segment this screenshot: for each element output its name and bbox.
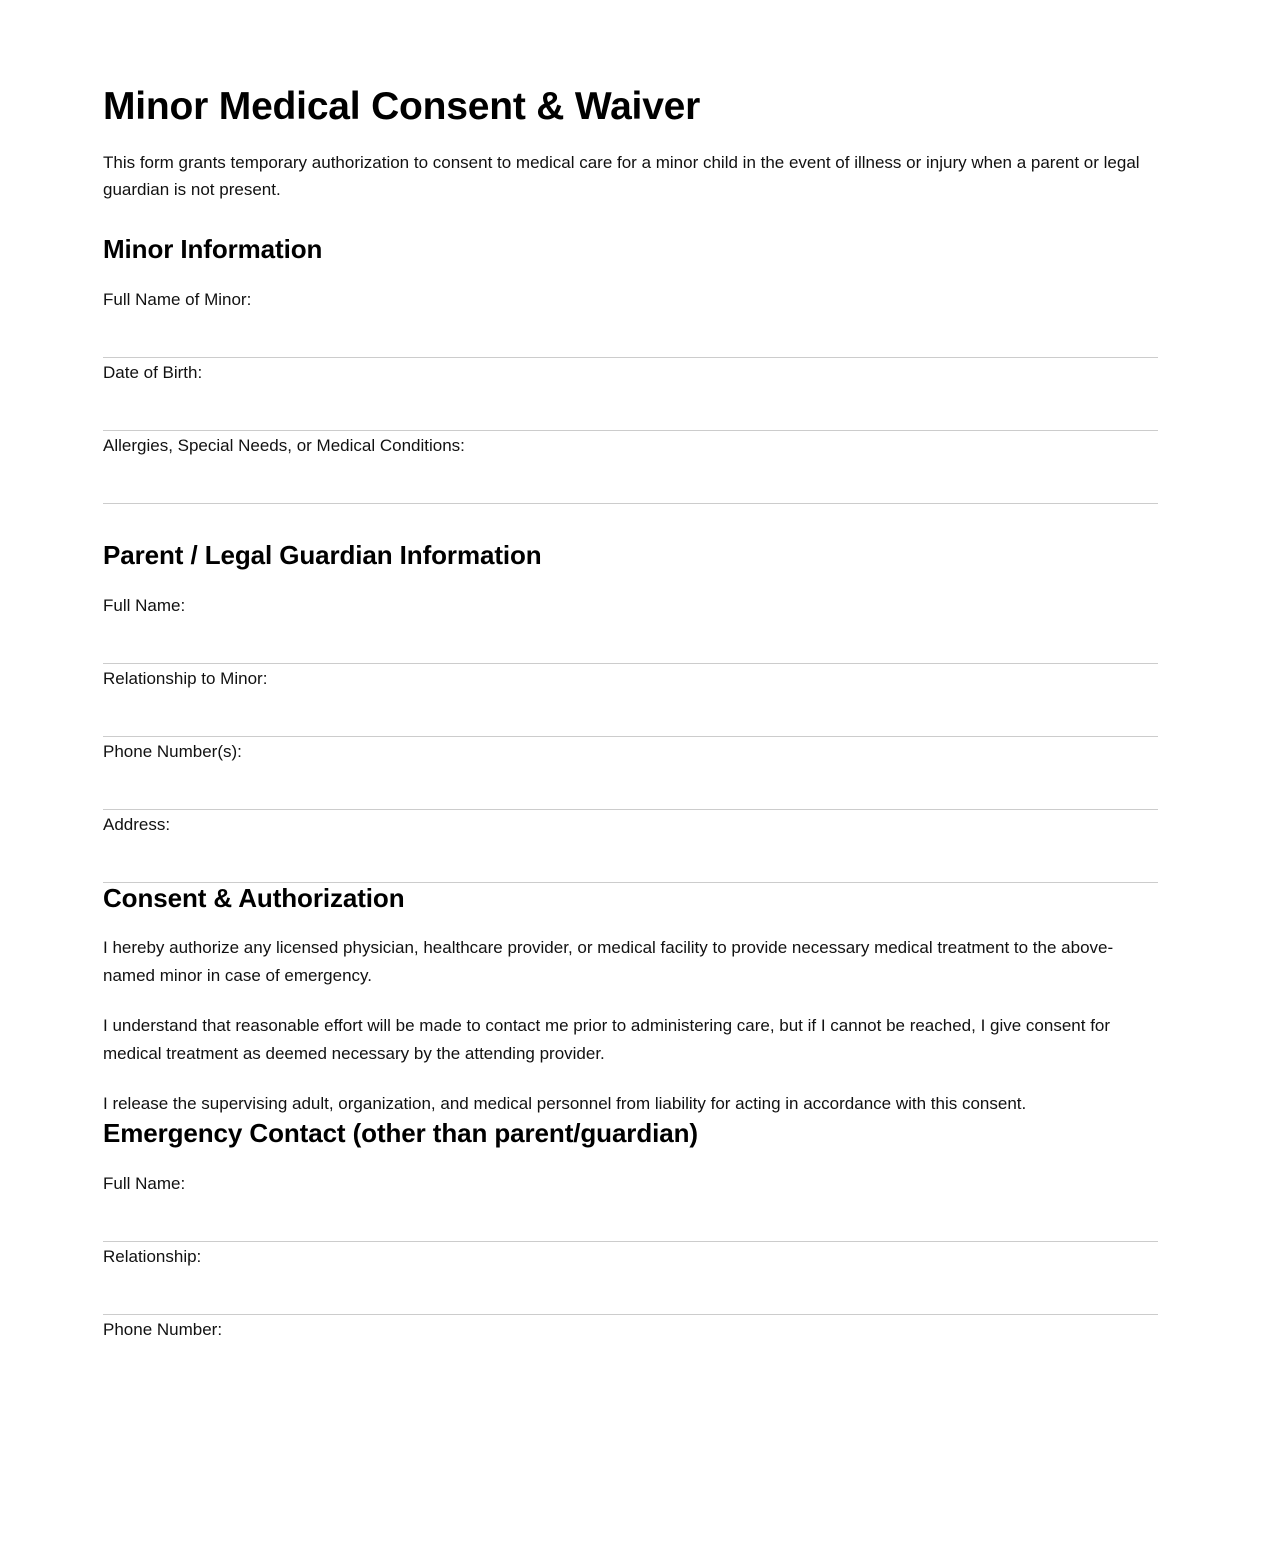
field-label-emergency-full-name: Full Name:: [103, 1174, 186, 1194]
field-input-guardian-full-name[interactable]: [103, 617, 1158, 618]
field-row-guardian-full-name[interactable]: [103, 591, 1158, 664]
field-label-relationship-to-minor: Relationship to Minor:: [103, 669, 268, 689]
field-input-emergency-phone-number[interactable]: [103, 1341, 1158, 1342]
field-label-date-of-birth: Date of Birth:: [103, 362, 203, 382]
page-title: Minor Medical Consent & Waiver: [103, 85, 701, 128]
field-list-emergency-contact: [103, 1169, 1158, 1388]
section-heading-minor-information: Minor Information: [103, 233, 323, 264]
section-consent-authorization: [103, 883, 1158, 1118]
field-row-date-of-birth[interactable]: [103, 358, 1158, 431]
field-label-full-name-of-minor: Full Name of Minor:: [103, 289, 252, 309]
field-label-guardian-full-name: Full Name:: [103, 596, 186, 616]
field-label-emergency-phone-number: Phone Number:: [103, 1320, 223, 1340]
field-list-parent-guardian-information: [103, 591, 1158, 883]
field-input-relationship-to-minor[interactable]: [103, 690, 1158, 691]
consent-clause-contact-effort: I understand that reasonable effort will be made to contact me prior to administering care, but if I cannot be reached, I give consent for medical treatment as deemed necessary by the attending provider.: [103, 1016, 1111, 1063]
field-label-emergency-relationship: Relationship:: [103, 1247, 202, 1267]
field-input-date-of-birth[interactable]: [103, 384, 1158, 385]
field-row-emergency-full-name[interactable]: [103, 1169, 1158, 1242]
field-input-emergency-full-name[interactable]: [103, 1195, 1158, 1196]
field-row-emergency-phone-number[interactable]: [103, 1315, 1158, 1388]
document-body: [103, 85, 1158, 1388]
field-input-guardian-address[interactable]: [103, 836, 1158, 837]
consent-clause-authorize-treatment: I hereby authorize any licensed physician, healthcare provider, or medical facility to provide necessary medical treatment to the above-named minor in case of emergency.: [103, 938, 1114, 985]
section-emergency-contact: [103, 1118, 1158, 1388]
field-label-guardian-address: Address:: [103, 815, 171, 835]
field-input-allergies-special-needs[interactable]: [103, 457, 1158, 458]
document-intro-paragraph: This form grants temporary authorization to consent to medical care for a minor child in the event of illness or injury when a parent or legal guardian is not present.: [103, 152, 1140, 200]
field-label-allergies-special-needs: Allergies, Special Needs, or Medical Conditions:: [103, 435, 465, 455]
field-row-guardian-address[interactable]: [103, 810, 1158, 883]
field-list-minor-information: [103, 285, 1158, 504]
section-parent-guardian-information: [103, 540, 1158, 883]
field-row-relationship-to-minor[interactable]: [103, 664, 1158, 737]
field-input-guardian-phone-numbers[interactable]: [103, 763, 1158, 764]
section-minor-information: [103, 234, 1158, 504]
consent-clause-liability-release: I release the supervising adult, organization, and medical personnel from liability for acting in accordance with this consent.: [103, 1094, 1027, 1114]
section-heading-consent-authorization: Consent & Authorization: [103, 883, 405, 914]
field-input-full-name-of-minor[interactable]: [103, 311, 1158, 312]
section-heading-parent-guardian-information: Parent / Legal Guardian Information: [103, 539, 542, 570]
field-row-emergency-relationship[interactable]: [103, 1242, 1158, 1315]
section-heading-emergency-contact: Emergency Contact (other than parent/guardian): [103, 1117, 698, 1148]
field-row-guardian-phone-numbers[interactable]: [103, 737, 1158, 810]
field-input-emergency-relationship[interactable]: [103, 1268, 1158, 1269]
field-row-allergies-special-needs[interactable]: [103, 431, 1158, 504]
field-row-full-name-of-minor[interactable]: [103, 285, 1158, 358]
field-label-guardian-phone-numbers: Phone Number(s):: [103, 742, 242, 762]
